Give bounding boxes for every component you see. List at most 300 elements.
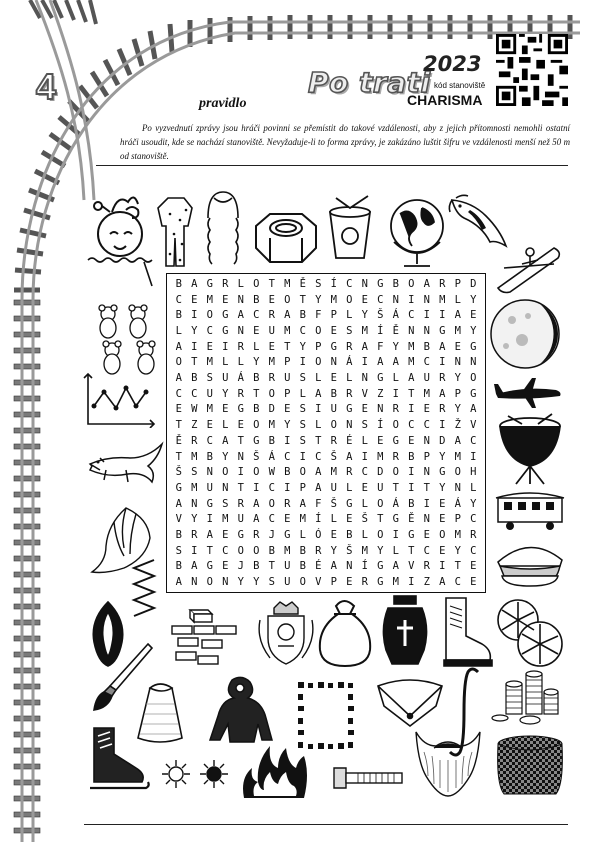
grid-letter: Í: [377, 324, 384, 337]
grid-letter: Á: [454, 497, 461, 510]
nut-icon: [250, 208, 322, 268]
bottom-divider: [84, 824, 568, 825]
kettle-drum-icon: [494, 412, 566, 486]
money-bag-icon: [316, 596, 374, 668]
grid-letter: Í: [315, 513, 322, 526]
fire-icon: [240, 744, 314, 800]
grid-letter: D: [439, 434, 446, 447]
grid-letter: L: [237, 277, 244, 290]
grid-letter: Y: [454, 544, 461, 557]
grid-letter: T: [237, 481, 244, 494]
grid-letter: S: [268, 576, 275, 589]
grid-letter: Y: [330, 544, 337, 557]
grid-letter: A: [423, 277, 430, 290]
grid-letter: M: [191, 481, 198, 494]
grid-letter: T: [237, 434, 244, 447]
grid-letter: R: [346, 340, 353, 353]
grid-letter: Á: [346, 356, 353, 369]
grid-letter: S: [315, 277, 322, 290]
grid-letter: I: [284, 434, 291, 447]
grid-letter: Z: [423, 576, 430, 589]
grid-letter: T: [253, 387, 260, 400]
grid-letter: Á: [392, 309, 399, 322]
grid-letter: L: [330, 513, 337, 526]
grid-letter: A: [346, 450, 353, 463]
grid-letter: N: [423, 324, 430, 337]
grid-letter: Y: [470, 293, 477, 306]
grid-letter: E: [330, 529, 337, 542]
boot-icon: [438, 594, 494, 668]
grid-letter: O: [315, 356, 322, 369]
grid-letter: G: [470, 387, 477, 400]
rule-heading: pravidlo: [199, 96, 247, 111]
grid-letter: M: [361, 324, 368, 337]
grid-letter: U: [268, 324, 275, 337]
grid-letter: A: [299, 497, 306, 510]
grid-letter: E: [268, 293, 275, 306]
grid-letter: S: [299, 419, 306, 432]
grid-letter: G: [377, 277, 384, 290]
grid-letter: C: [423, 419, 430, 432]
grid-letter: N: [330, 356, 337, 369]
grid-letter: C: [175, 293, 182, 306]
grid-letter: G: [206, 497, 213, 510]
grid-letter: M: [330, 293, 337, 306]
grid-letter: F: [377, 340, 384, 353]
grid-letter: I: [392, 529, 399, 542]
grid-letter: E: [439, 513, 446, 526]
grid-letter: O: [454, 466, 461, 479]
grid-letter: M: [454, 324, 461, 337]
grid-letter: I: [408, 293, 415, 306]
grid-letter: G: [253, 434, 260, 447]
grid-letter: Š: [346, 544, 353, 557]
grid-letter: L: [346, 481, 353, 494]
grid-letter: A: [206, 529, 213, 542]
crocodile-icon: [86, 434, 166, 492]
grid-letter: G: [392, 513, 399, 526]
grid-letter: R: [284, 497, 291, 510]
grid-letter: G: [237, 529, 244, 542]
grid-letter: N: [346, 419, 353, 432]
grid-letter: T: [206, 544, 213, 557]
grid-letter: O: [268, 497, 275, 510]
grid-letter: B: [423, 340, 430, 353]
grid-letter: C: [470, 434, 477, 447]
grid-letter: C: [315, 450, 322, 463]
grid-letter: E: [408, 434, 415, 447]
grid-letter: M: [423, 387, 430, 400]
grid-letter: O: [284, 293, 291, 306]
grid-letter: Y: [191, 324, 198, 337]
grid-letter: I: [253, 481, 260, 494]
grid-letter: M: [299, 513, 306, 526]
top-divider: [96, 165, 568, 166]
grid-letter: Y: [191, 513, 198, 526]
grid-letter: E: [346, 576, 353, 589]
grid-letter: E: [439, 497, 446, 510]
grid-letter: B: [299, 309, 306, 322]
grid-letter: R: [237, 340, 244, 353]
grid-letter: I: [206, 513, 213, 526]
grid-letter: L: [361, 529, 368, 542]
grid-letter: O: [315, 324, 322, 337]
grid-letter: N: [423, 513, 430, 526]
grid-letter: E: [346, 513, 353, 526]
grid-letter: O: [268, 387, 275, 400]
grid-letter: E: [361, 481, 368, 494]
grid-letter: R: [470, 529, 477, 542]
yogurt-icon: [322, 192, 378, 264]
grid-letter: E: [454, 340, 461, 353]
grid-letter: C: [423, 544, 430, 557]
grid-letter: I: [439, 419, 446, 432]
grid-letter: Y: [361, 309, 368, 322]
grid-letter: E: [470, 576, 477, 589]
grid-letter: G: [206, 560, 213, 573]
grid-letter: N: [423, 434, 430, 447]
grid-letter: R: [268, 309, 275, 322]
grid-letter: M: [377, 450, 384, 463]
grid-letter: B: [284, 466, 291, 479]
grid-letter: R: [361, 576, 368, 589]
grid-letter: C: [470, 513, 477, 526]
grid-letter: Í: [330, 277, 337, 290]
grid-letter: W: [191, 403, 198, 416]
grid-letter: O: [330, 419, 337, 432]
grid-letter: M: [392, 576, 399, 589]
grid-letter: A: [392, 356, 399, 369]
grid-letter: C: [175, 387, 182, 400]
bricks-icon: [168, 606, 242, 670]
grid-letter: U: [206, 481, 213, 494]
grid-letter: M: [222, 513, 229, 526]
grid-letter: C: [206, 434, 213, 447]
grid-letter: Y: [253, 576, 260, 589]
grid-letter: Z: [377, 387, 384, 400]
grid-letter: Y: [299, 340, 306, 353]
grid-letter: L: [299, 529, 306, 542]
grid-letter: Y: [454, 372, 461, 385]
grid-letter: S: [206, 372, 213, 385]
sandwich-icon: [494, 540, 566, 590]
moon-icon: [488, 296, 562, 372]
grid-letter: N: [454, 356, 461, 369]
grid-letter: G: [284, 529, 291, 542]
grid-letter: D: [268, 403, 275, 416]
word-search-grid: [166, 273, 486, 593]
grid-letter: R: [346, 387, 353, 400]
grid-letter: O: [237, 544, 244, 557]
grid-letter: P: [454, 513, 461, 526]
grid-letter: G: [408, 529, 415, 542]
grid-letter: M: [268, 419, 275, 432]
grid-letter: Ě: [392, 324, 399, 337]
grid-letter: T: [191, 356, 198, 369]
grid-letter: C: [284, 450, 291, 463]
grid-letter: T: [315, 434, 322, 447]
grid-letter: N: [470, 356, 477, 369]
coil-icon: [84, 254, 156, 290]
grid-letter: E: [377, 434, 384, 447]
grid-letter: L: [470, 481, 477, 494]
grid-letter: Š: [175, 466, 182, 479]
grid-letter: M: [361, 544, 368, 557]
grid-letter: M: [439, 293, 446, 306]
grid-letter: B: [253, 372, 260, 385]
grid-letter: S: [191, 466, 198, 479]
railway-car-icon: [494, 490, 566, 534]
grid-letter: G: [439, 466, 446, 479]
bolt-icon: [330, 766, 406, 790]
grid-letter: J: [237, 560, 244, 573]
grid-letter: A: [191, 277, 198, 290]
grid-letter: Í: [377, 419, 384, 432]
teddy-bears-icon: [92, 300, 162, 378]
grid-letter: A: [253, 513, 260, 526]
grid-letter: A: [315, 387, 322, 400]
grid-letter: A: [222, 434, 229, 447]
grid-letter: P: [315, 340, 322, 353]
grid-letter: B: [253, 293, 260, 306]
grid-letter: L: [346, 309, 353, 322]
grid-letter: M: [284, 324, 291, 337]
game-year: 2023: [423, 52, 482, 76]
globe-icon: [386, 196, 448, 270]
grid-letter: P: [299, 481, 306, 494]
grid-letter: P: [423, 450, 430, 463]
grid-letter: N: [222, 576, 229, 589]
grid-letter: B: [206, 450, 213, 463]
grid-letter: T: [423, 481, 430, 494]
collar-icon: [372, 676, 448, 732]
grid-letter: I: [222, 340, 229, 353]
grid-letter: J: [268, 529, 275, 542]
grid-letter: I: [439, 309, 446, 322]
grid-letter: I: [392, 387, 399, 400]
grid-letter: C: [206, 324, 213, 337]
ice-skate-icon: [86, 724, 152, 796]
frame-icon: [296, 680, 356, 752]
grid-letter: E: [253, 324, 260, 337]
grid-letter: L: [361, 497, 368, 510]
grid-letter: O: [175, 356, 182, 369]
grid-letter: C: [191, 387, 198, 400]
grid-letter: U: [222, 372, 229, 385]
grid-letter: Š: [361, 513, 368, 526]
grid-letter: I: [408, 466, 415, 479]
grid-letter: B: [392, 277, 399, 290]
grid-letter: S: [299, 372, 306, 385]
grid-letter: C: [268, 481, 275, 494]
grid-letter: G: [346, 497, 353, 510]
grid-letter: Ž: [454, 419, 461, 432]
grid-letter: E: [439, 544, 446, 557]
grid-letter: U: [237, 513, 244, 526]
grid-letter: U: [284, 560, 291, 573]
grid-letter: O: [253, 544, 260, 557]
grid-letter: F: [315, 497, 322, 510]
grid-letter: Y: [253, 356, 260, 369]
grid-letter: Y: [222, 387, 229, 400]
grid-letter: T: [454, 560, 461, 573]
grid-letter: S: [222, 497, 229, 510]
grid-letter: G: [377, 576, 384, 589]
grid-letter: I: [284, 481, 291, 494]
grid-letter: L: [392, 372, 399, 385]
grid-letter: Y: [454, 403, 461, 416]
grid-letter: E: [206, 419, 213, 432]
grid-letter: C: [253, 309, 260, 322]
grid-letter: B: [408, 450, 415, 463]
grid-letter: G: [222, 309, 229, 322]
plane-icon: [492, 376, 564, 410]
grid-letter: I: [439, 560, 446, 573]
grid-letter: T: [408, 544, 415, 557]
grid-letter: N: [346, 560, 353, 573]
grid-letter: Z: [191, 419, 198, 432]
grid-letter: A: [330, 560, 337, 573]
grid-letter: I: [408, 403, 415, 416]
vulva-icon: [88, 598, 128, 670]
grid-letter: S: [361, 419, 368, 432]
grid-letter: E: [330, 324, 337, 337]
grid-letter: R: [423, 560, 430, 573]
grid-letter: I: [470, 450, 477, 463]
grid-letter: É: [315, 560, 322, 573]
grid-letter: L: [454, 293, 461, 306]
pajamas-icon: [156, 194, 196, 270]
grid-letter: R: [191, 434, 198, 447]
grid-letter: A: [175, 576, 182, 589]
grid-letter: Y: [237, 576, 244, 589]
grid-letter: C: [361, 466, 368, 479]
grid-letter: U: [284, 576, 291, 589]
grid-letter: G: [392, 434, 399, 447]
grid-letter: C: [408, 419, 415, 432]
grid-letter: O: [206, 309, 213, 322]
grid-letter: M: [268, 356, 275, 369]
qr-code-icon: [496, 34, 568, 106]
grid-letter: M: [454, 529, 461, 542]
grid-letter: D: [377, 466, 384, 479]
grid-letter: E: [268, 340, 275, 353]
grid-letter: C: [346, 277, 353, 290]
grid-letter: U: [330, 403, 337, 416]
grid-letter: T: [377, 513, 384, 526]
grid-letter: M: [408, 340, 415, 353]
grid-letter: O: [253, 277, 260, 290]
grid-letter: M: [191, 450, 198, 463]
grid-letter: Y: [439, 450, 446, 463]
grid-letter: R: [392, 450, 399, 463]
grid-letter: R: [392, 403, 399, 416]
grid-letter: B: [175, 309, 182, 322]
grid-letter: M: [284, 277, 291, 290]
grid-letter: L: [361, 434, 368, 447]
grid-letter: P: [284, 387, 291, 400]
grid-letter: C: [470, 544, 477, 557]
grid-letter: N: [454, 481, 461, 494]
grid-letter: M: [454, 450, 461, 463]
grid-letter: Š: [377, 309, 384, 322]
grid-letter: A: [237, 309, 244, 322]
grid-letter: R: [237, 497, 244, 510]
grid-letter: F: [315, 309, 322, 322]
grid-letter: C: [423, 356, 430, 369]
grid-letter: M: [206, 293, 213, 306]
grid-letter: Ě: [299, 277, 306, 290]
chart-icon: [82, 372, 158, 428]
grid-letter: I: [315, 403, 322, 416]
grid-letter: R: [237, 387, 244, 400]
grid-letter: R: [439, 403, 446, 416]
coins-icon: [490, 670, 564, 726]
grid-letter: Y: [377, 544, 384, 557]
grid-letter: I: [361, 356, 368, 369]
grid-letter: Á: [392, 497, 399, 510]
grid-letter: V: [315, 576, 322, 589]
grid-letter: T: [268, 560, 275, 573]
grid-letter: N: [237, 293, 244, 306]
grid-letter: A: [470, 403, 477, 416]
grid-letter: O: [392, 419, 399, 432]
grid-letter: M: [330, 466, 337, 479]
grid-letter: N: [361, 372, 368, 385]
grid-letter: B: [175, 560, 182, 573]
grid-letter: L: [392, 544, 399, 557]
grid-letter: S: [346, 324, 353, 337]
grid-letter: P: [454, 277, 461, 290]
coat-of-arms-icon: [256, 598, 316, 670]
grid-letter: R: [253, 529, 260, 542]
grid-letter: C: [408, 309, 415, 322]
grid-letter: E: [284, 403, 291, 416]
grid-letter: E: [361, 403, 368, 416]
grid-letter: C: [377, 293, 384, 306]
grid-letter: M: [206, 356, 213, 369]
grid-letter: U: [377, 481, 384, 494]
grid-letter: P: [454, 387, 461, 400]
grid-letter: A: [175, 372, 182, 385]
grid-letter: T: [175, 419, 182, 432]
grid-letter: R: [191, 529, 198, 542]
grid-letter: R: [222, 277, 229, 290]
grid-letter: P: [330, 309, 337, 322]
grid-letter: R: [330, 434, 337, 447]
grid-letter: N: [423, 293, 430, 306]
grid-letter: E: [330, 372, 337, 385]
grid-letter: I: [423, 309, 430, 322]
grid-letter: L: [253, 340, 260, 353]
grid-letter: O: [408, 277, 415, 290]
grid-letter: B: [330, 387, 337, 400]
grid-letter: O: [377, 529, 384, 542]
grid-letter: R: [439, 372, 446, 385]
grid-letter: Š: [253, 450, 260, 463]
grid-letter: P: [330, 576, 337, 589]
grid-letter: V: [408, 560, 415, 573]
grid-letter: C: [222, 544, 229, 557]
grid-letter: N: [392, 293, 399, 306]
grid-letter: S: [175, 544, 182, 557]
grid-letter: T: [268, 277, 275, 290]
grid-letter: N: [361, 277, 368, 290]
grid-letter: O: [346, 293, 353, 306]
grid-letter: E: [470, 560, 477, 573]
grid-letter: V: [470, 419, 477, 432]
grid-letter: L: [222, 419, 229, 432]
